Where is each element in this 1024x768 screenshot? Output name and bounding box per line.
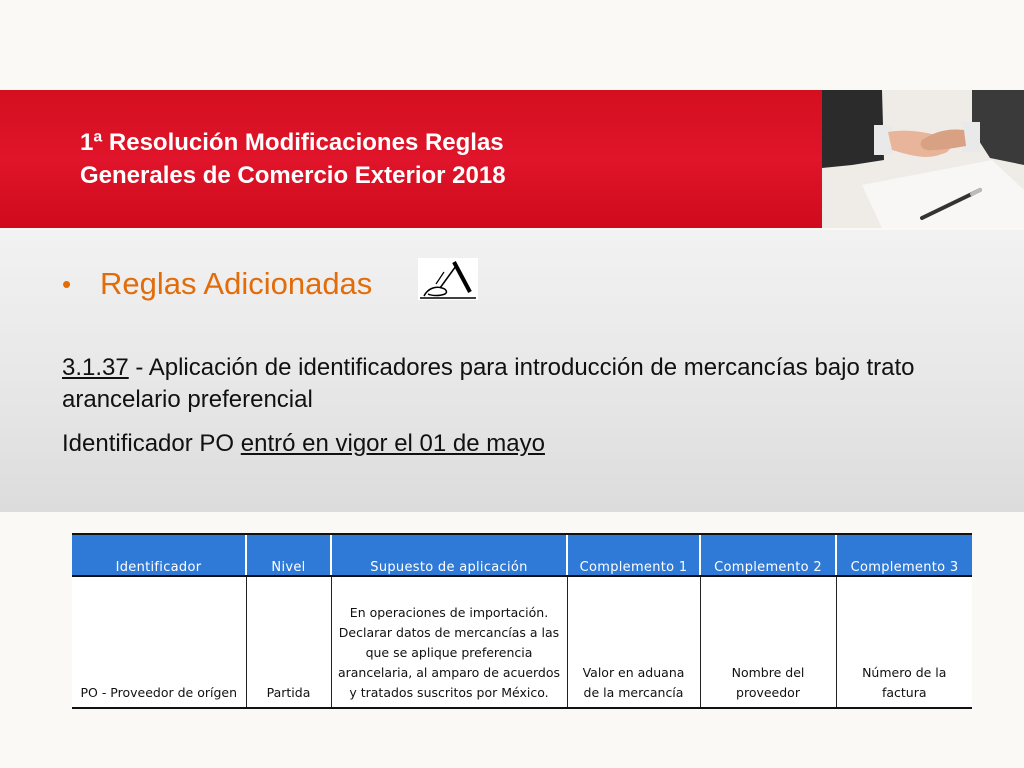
table-row [72, 576, 972, 708]
cell-complemento-1-text: Valor en aduana de la mercancía [582, 665, 685, 700]
cell-identificador [72, 576, 246, 708]
rule-number-link[interactable]: 3.1.37 [62, 354, 129, 381]
cell-supuesto [331, 576, 567, 708]
cell-complemento-2-text: Nombre del proveedor [731, 665, 805, 700]
effective-prefix: Identificador PO [62, 430, 241, 457]
cell-nivel [246, 576, 331, 708]
table-header-row [72, 534, 972, 576]
cell-complemento-1 [567, 576, 700, 708]
header-complemento-3: Complemento 3 [836, 534, 972, 576]
bullet-dot: • [62, 268, 72, 299]
header-supuesto: Supuesto de aplicación [331, 534, 567, 576]
cell-complemento-3 [836, 576, 972, 708]
signing-hand-icon [418, 258, 478, 300]
header-identificador: Identificador [72, 534, 246, 576]
cell-complemento-3-text: Número de la factura [862, 665, 947, 700]
identifier-table [72, 533, 972, 709]
handshake-photo [822, 90, 1024, 228]
header-nivel: Nivel [246, 534, 331, 576]
header-complemento-2: Complemento 2 [700, 534, 836, 576]
slide-title-line-2: Generales de Comercio Exterior 2018 [80, 162, 506, 189]
bullet-heading: Reglas Adicionadas [100, 266, 373, 301]
slide-title [80, 126, 800, 192]
cell-complemento-2 [700, 576, 836, 708]
header-complemento-1: Complemento 1 [567, 534, 700, 576]
cell-identificador-text: PO - Proveedor de orígen [80, 685, 238, 700]
cell-supuesto-text: En operaciones de importación. Declarar datos de mercancías a las que se aplique preferencia arancelaria, al amparo de acuerdos y tratados suscritos por México. [337, 605, 561, 700]
effective-date-line [62, 428, 962, 460]
slide-title-line-1: 1ª Resolución Modificaciones Reglas [80, 129, 504, 156]
effective-date: entró en vigor el 01 de mayo [240, 430, 545, 457]
rule-description [62, 352, 962, 416]
rule-text: - Aplicación de identificadores para introducción de mercancías bajo trato arancelario preferencial [62, 354, 915, 413]
bullet-item [62, 262, 372, 306]
handshake-icon [822, 90, 1024, 228]
cell-nivel-text: Partida [266, 685, 311, 700]
